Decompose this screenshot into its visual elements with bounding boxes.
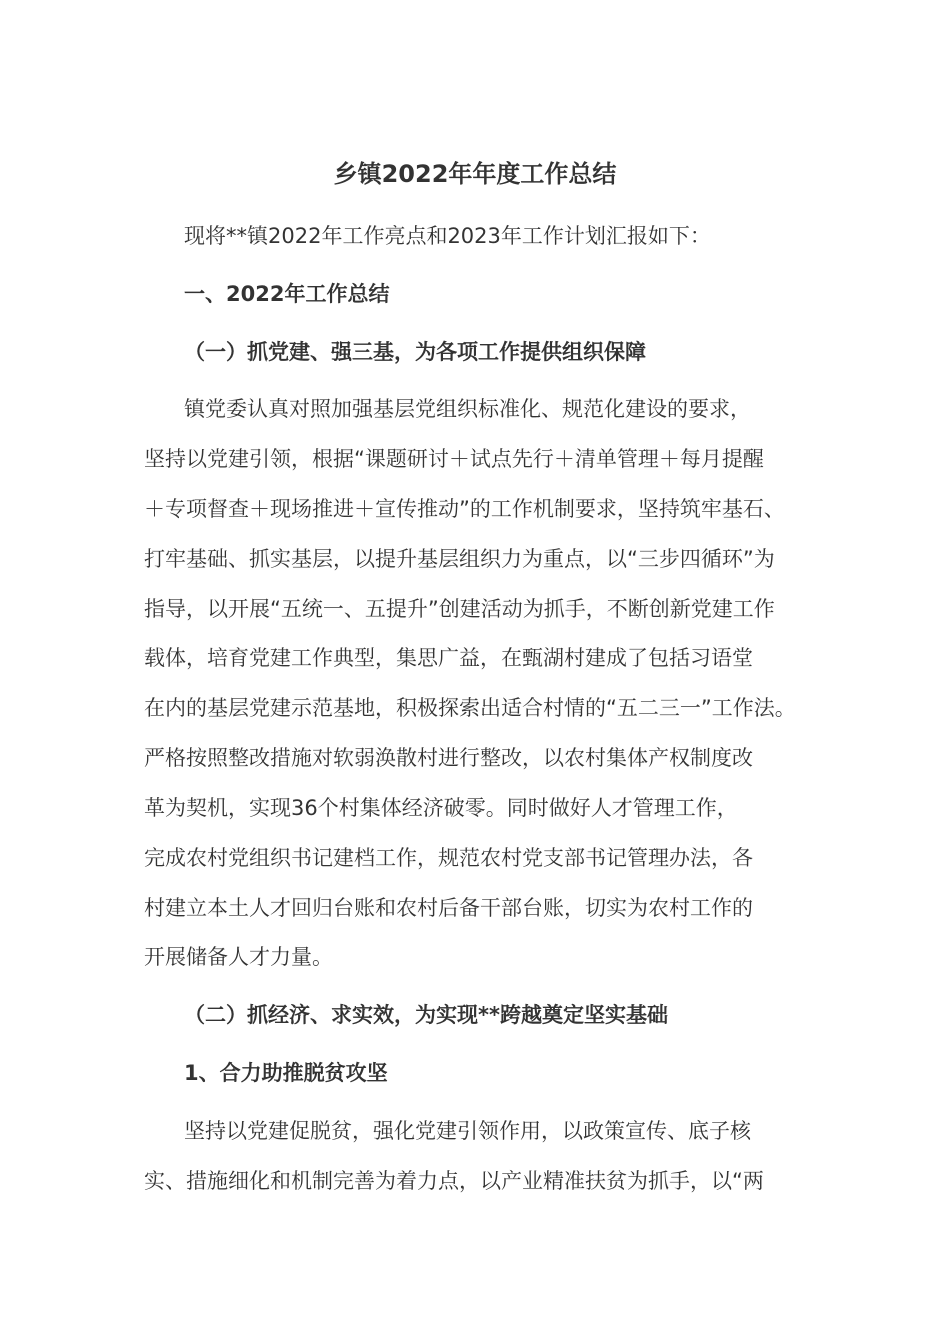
paragraph-line: ＋专项督查＋现场推进＋宣传推动”的工作机制要求，坚持筑牢基石、 xyxy=(144,497,785,521)
paragraph-line: 打牢基础、抓实基层，以提升基层组织力为重点，以“三步四循环”为 xyxy=(144,547,775,571)
document-title: 乡镇2022年年度工作总结 xyxy=(333,160,617,188)
paragraph-line: 在内的基层党建示范基地，积极探索出适合村情的“五二三一”工作法。 xyxy=(144,696,796,720)
section-heading: 一、2022年工作总结 xyxy=(184,282,390,306)
intro-paragraph: 现将**镇2022年工作亮点和2023年工作计划汇报如下： xyxy=(184,224,711,248)
paragraph-line: 载体，培育党建工作典型，集思广益，在甄湖村建成了包括习语堂 xyxy=(144,646,753,670)
item-heading: 1、合力助推脱贫攻坚 xyxy=(184,1061,388,1085)
paragraph-line: 镇党委认真对照加强基层党组织标准化、规范化建设的要求， xyxy=(184,397,751,421)
paragraph-line: 坚持以党建引领，根据“课题研讨＋试点先行＋清单管理＋每月提醒 xyxy=(144,447,764,471)
subsection-heading: （一）抓党建、强三基，为各项工作提供组织保障 xyxy=(184,340,646,364)
paragraph-line: 村建立本土人才回归台账和农村后备干部台账，切实为农村工作的 xyxy=(144,896,753,920)
paragraph-line: 实、措施细化和机制完善为着力点，以产业精准扶贫为抓手，以“两 xyxy=(144,1169,764,1193)
paragraph-line: 指导，以开展“五统一、五提升”创建活动为抓手，不断创新党建工作 xyxy=(144,597,775,621)
paragraph-line: 严格按照整改措施对软弱涣散村进行整改，以农村集体产权制度改 xyxy=(144,746,753,770)
paragraph-line: 完成农村党组织书记建档工作，规范农村党支部书记管理办法，各 xyxy=(144,846,753,870)
paragraph-line: 革为契机，实现36个村集体经济破零。同时做好人才管理工作， xyxy=(144,796,738,820)
paragraph-line: 开展储备人才力量。 xyxy=(144,945,333,969)
paragraph-line: 坚持以党建促脱贫，强化党建引领作用，以政策宣传、底子核 xyxy=(184,1119,751,1143)
subsection-heading: （二）抓经济、求实效，为实现**跨越奠定坚实基础 xyxy=(184,1003,668,1027)
